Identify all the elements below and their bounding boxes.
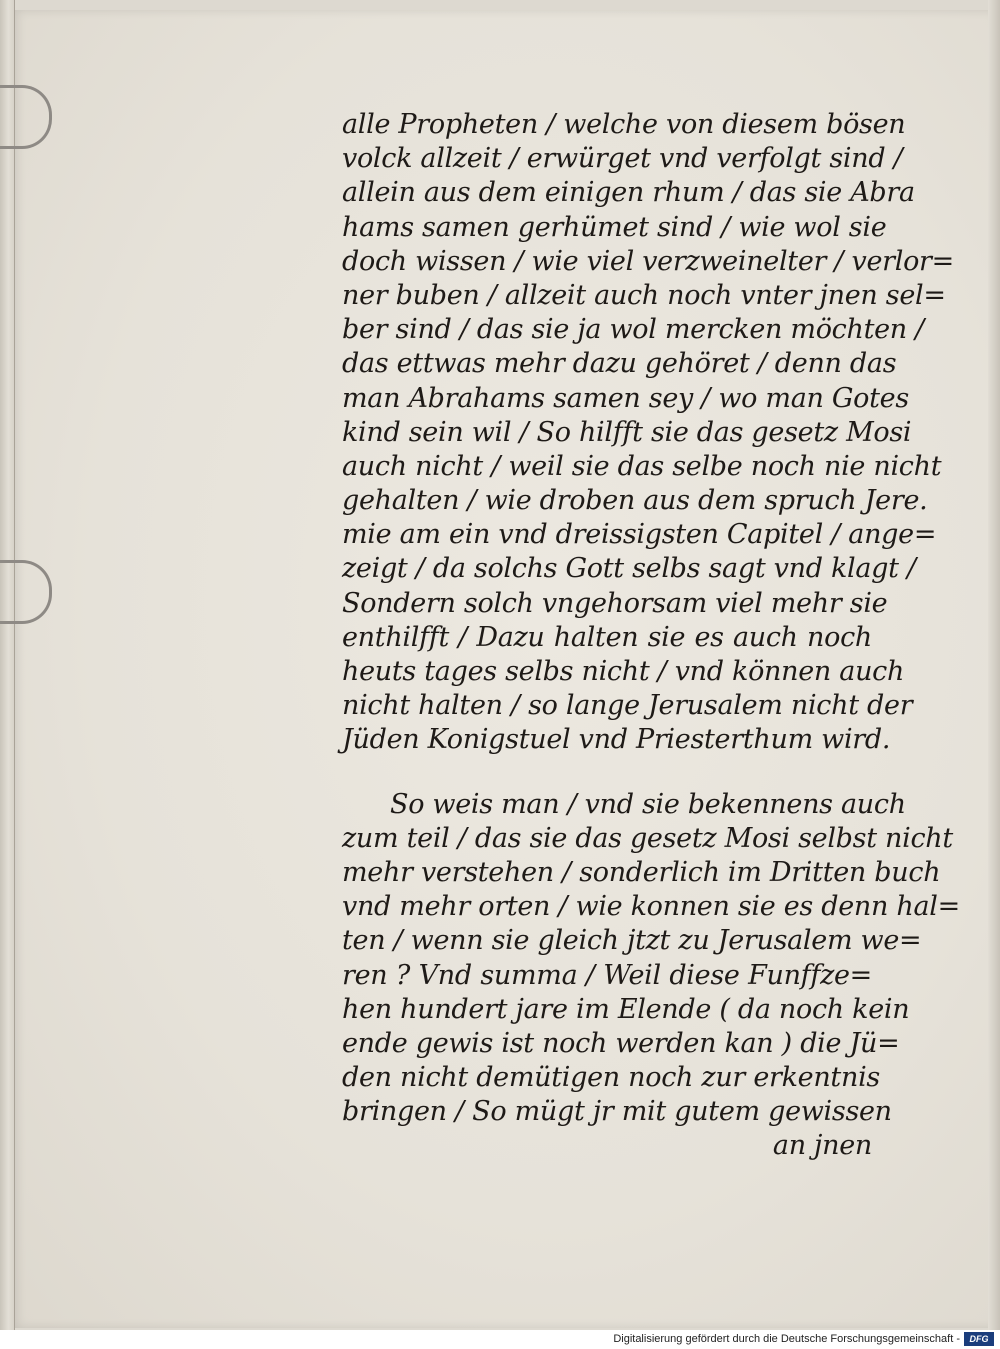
funding-note: Digitalisierung gefördert durch die Deutsche Forschungsgemeinschaft - [613, 1333, 960, 1345]
text-line: mehr verstehen / sonderlich im Dritten buch [342, 856, 941, 888]
text-line: das ettwas mehr dazu gehöret / denn das [342, 348, 897, 380]
paragraph-1 [342, 108, 954, 758]
text-line: Jüden Konigstuel vnd Priesterthum wird. [342, 724, 891, 756]
text-line: mie am ein vnd dreissigsten Capitel / ange= [342, 519, 937, 551]
text-line: zum teil / das sie das gesetz Mosi selbst nicht [342, 822, 953, 854]
text-line: vnd mehr orten / wie konnen sie es denn hal= [342, 891, 960, 923]
main-text [342, 108, 960, 1164]
text-line: ber sind / das sie ja wol mercken möchten / [342, 314, 924, 346]
text-line: Sondern solch vngehorsam viel mehr sie [342, 587, 888, 619]
text-line: enthilfft / Dazu halten sie es auch noch [342, 621, 872, 653]
text-line: heuts tages selbs nicht / vnd können auch [342, 656, 905, 687]
text-line: doch wissen / wie viel verzweinelter / verlor= [342, 245, 954, 277]
text-line: ende gewis ist noch werden kan ) die Jü= [342, 1027, 900, 1059]
text-line: So weis man / vnd sie bekennens auch [390, 788, 906, 820]
paragraph-2 [342, 788, 960, 1130]
text-line: kind sein wil / So hilfft sie das gesetz Mosi [342, 416, 912, 448]
footer-bar [0, 1330, 1000, 1349]
text-line: volck allzeit / erwürget vnd verfolgt sind / [342, 143, 903, 175]
book-binding [0, 0, 15, 1330]
dfg-logo-icon: DFG [964, 1332, 994, 1346]
text-line: nicht halten / so lange Jerusalem nicht der [342, 690, 913, 722]
text-line: man Abrahams samen sey / wo man Gotes [342, 382, 909, 414]
text-line: gehalten / wie droben aus dem spruch Jere. [342, 485, 928, 517]
text-line: allein aus dem einigen rhum / das sie Abra [342, 177, 915, 209]
text-line: den nicht demütigen noch zur erkentnis [342, 1062, 880, 1094]
text-line: ren ? Vnd summa / Weil diese Funffze= [342, 959, 872, 991]
text-line: auch nicht / weil sie das selbe noch nie nicht [342, 450, 942, 482]
text-line: alle Propheten / welche von diesem bösen [342, 109, 906, 140]
text-line: bringen / So mügt jr mit gutem gewissen [342, 1096, 892, 1128]
text-line: ten / wenn sie gleich jtzt zu Jerusalem we= [342, 925, 922, 957]
text-line: hams samen gerhümet sind / wie wol sie [342, 211, 887, 243]
text-line: hen hundert jare im Elende ( da noch kein [342, 993, 910, 1025]
catchword: an jnen [772, 1130, 872, 1162]
page-edge [988, 0, 1000, 1330]
text-line: ner buben / allzeit auch noch vnter jnen sel= [342, 279, 946, 311]
text-line: zeigt / da solchs Gott selbs sagt vnd klagt / [342, 553, 916, 585]
